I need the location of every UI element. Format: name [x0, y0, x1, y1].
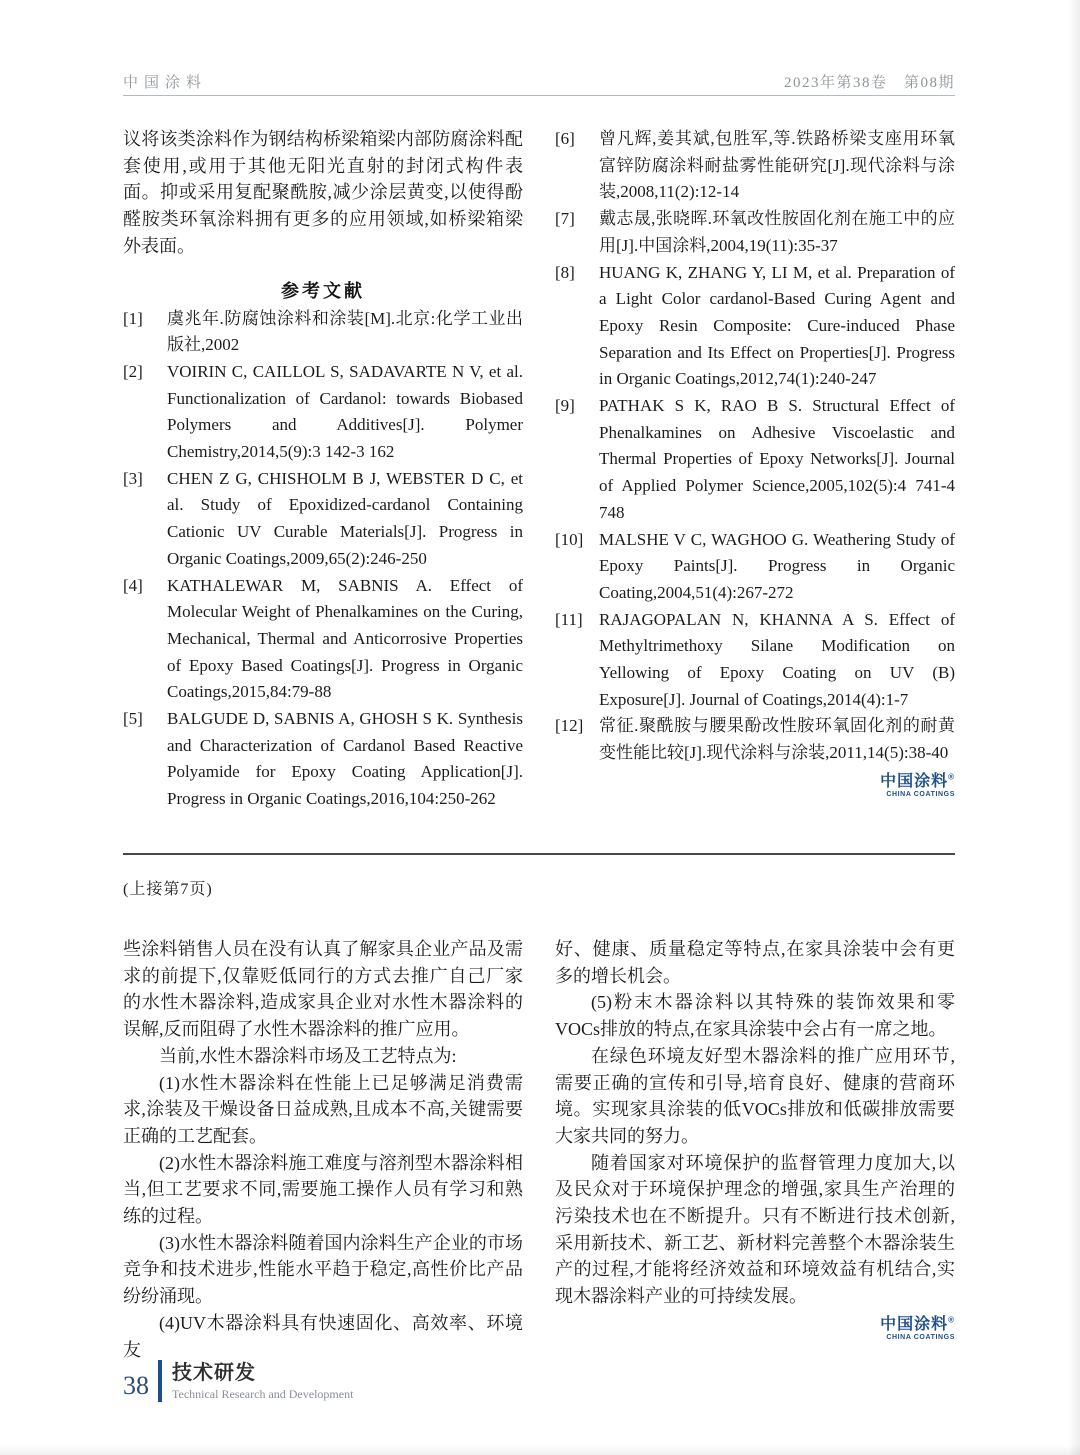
section-divider [123, 853, 955, 855]
page-footer [123, 1360, 353, 1402]
reference-label: [12] [555, 716, 584, 736]
reference-item-9 [555, 393, 955, 527]
reference-label: [5] [123, 709, 143, 729]
reference-text: CHEN Z G, CHISHOLM B J, WEBSTER D C, et al. Study of Epoxidized-cardanol Containing Cationic UV Curable Materials[J]. Progress in Organic Coatings,2009,65(2):246-250 [167, 468, 523, 568]
intro-paragraph: 议将该类涂料作为钢结构桥梁箱梁内部防腐涂料配套使用,或用于其他无阳光直射的封闭式构件表面。抑或采用复配聚酰胺,减少涂层黄变,以使得酚醛胺类环氧涂料拥有更多的应用领域,如桥梁箱梁外表面。 [123, 129, 523, 256]
logo-text-en: CHINA COATINGS [886, 791, 955, 799]
article-paragraph: (4)UV木器涂料具有快速固化、高效率、环境友 [123, 1312, 523, 1360]
china-coatings-logo [555, 773, 955, 799]
reference-text: 戴志晟,张晓晖.环氧改性胺固化剂在施工中的应用[J].中国涂料,2004,19(11):35-37 [599, 209, 955, 255]
reference-item-12 [555, 713, 955, 766]
reference-label: [7] [555, 209, 575, 229]
reference-item-4 [123, 573, 523, 707]
reference-item-2 [123, 359, 523, 466]
references-heading: 参考文献 [281, 280, 365, 301]
reference-label: [9] [555, 396, 575, 416]
article-paragraph: (1)水性木器涂料在性能上已足够满足消费需求,涂装及干燥设备日益成熟,且成本不高,关键需要正确的工艺配套。 [123, 1072, 523, 1146]
reference-item-1 [123, 306, 523, 359]
reference-item-11 [555, 607, 955, 714]
china-coatings-logo [555, 1316, 955, 1342]
logo-text-cn: 中国涂料® [880, 1315, 955, 1333]
article-paragraph: 好、健康、质量稳定等特点,在家具涂装中会有更多的增长机会。 [555, 939, 955, 986]
reference-item-6 [555, 126, 955, 206]
reference-item-10 [555, 527, 955, 607]
article-paragraph: (2)水性木器涂料施工难度与溶剂型木器涂料相当,但工艺要求不同,需要施工操作人员有学习和熟练的过程。 [123, 1152, 523, 1227]
reference-text: 曾凡辉,姜其斌,包胜军,等.铁路桥梁支座用环氧富锌防腐涂料耐盐雾性能研究[J].现代涂料与涂装,2008,11(2):12-14 [599, 129, 955, 202]
reference-text: MALSHE V C, WAGHOO G. Weathering Study of Epoxy Paints[J]. Progress in Organic Coating,2004,51(4):267-272 [599, 529, 955, 602]
article-paragraph: 在绿色环境友好型木器涂料的推广应用环节,需要正确的宣传和引导,培育良好、健康的营商环境。实现家具涂装的低VOCs排放和低碳排放需要大家共同的努力。 [555, 1045, 955, 1146]
article-right-column [555, 936, 955, 1363]
reference-item-3 [123, 466, 523, 573]
page-header [123, 74, 955, 96]
reference-label: [8] [555, 262, 575, 282]
reference-label: [2] [123, 361, 143, 381]
reference-text: PATHAK S K, RAO B S. Structural Effect of Phenalkamines on Adhesive Viscoelastic and Thermal Properties of Epoxy Networks[J]. Journal of Applied Polymer Science,2005,102(5):4 741-4 748 [599, 396, 955, 522]
section-title-cn: 技术研发 [172, 1362, 256, 1384]
reference-label: [4] [123, 575, 143, 595]
article-paragraph: (5)粉末木器涂料以其特殊的装饰效果和零VOCs排放的特点,在家具涂装中会占有一席之地。 [555, 992, 955, 1040]
journal-name: 中国涂料 [123, 75, 208, 91]
reference-text: VOIRIN C, CAILLOL S, SADAVARTE N V, et al. Functionalization of Cardanol: towards Biobased Polymers and Additives[J]. Polymer Chemistry,2014,5(9):3 142-3 162 [167, 361, 523, 462]
logo-text-en: CHINA COATINGS [886, 1334, 955, 1342]
references-right-column [555, 126, 955, 813]
article-paragraph: 些涂料销售人员在没有认真了解家具企业产品及需求的前提下,仅靠贬低同行的方式去推广自己厂家的水性木器涂料,造成家具企业对水性木器涂料的误解,反而阻碍了水性木器涂料的推广应用。 [123, 939, 523, 1040]
registered-mark: ® [948, 1315, 955, 1325]
reference-item-8 [555, 260, 955, 394]
reference-text: RAJAGOPALAN N, KHANNA A S. Effect of Methyltrimethoxy Silane Modification on Yellowing of Epoxy Coating on UV (B) Exposure[J]. Journal of Coatings,2014(4):1-7 [599, 609, 955, 709]
reference-text: 虞兆年.防腐蚀涂料和涂装[M].北京:化学工业出版社,2002 [167, 308, 523, 355]
logo-text-cn: 中国涂料® [880, 772, 955, 790]
reference-label: [3] [123, 468, 143, 488]
article-paragraph: 当前,水性木器涂料市场及工艺特点为: [159, 1045, 457, 1066]
reference-text: BALGUDE D, SABNIS A, GHOSH S K. Synthesis and Characterization of Cardanol Based Reactive Polyamide for Epoxy Coating Application[J]. Progress in Organic Coatings,2016,104:250-262 [167, 709, 523, 809]
footer-section-title [172, 1362, 353, 1402]
page-edge-shadow-bottom [0, 1445, 1080, 1455]
continuation-note: (上接第7页) [123, 881, 213, 898]
reference-item-7 [555, 206, 955, 259]
reference-label: [1] [123, 308, 143, 328]
reference-text: KATHALEWAR M, SABNIS A. Effect of Molecular Weight of Phenalkamines on the Curing, Mechanical, Thermal and Anticorrosive Properties of Epoxy Based Coatings[J]. Progress in Organic Coatings,2015,84:79-88 [167, 575, 523, 702]
page-number: 38 [123, 1371, 149, 1400]
reference-label: [11] [555, 609, 583, 629]
reference-label: [10] [555, 529, 584, 549]
article-left-column [123, 936, 523, 1363]
issue-info: 2023年第38卷 第08期 [783, 75, 955, 91]
article-paragraph: (3)水性木器涂料随着国内涂料生产企业的市场竞争和技术进步,性能水平趋于稳定,高性价比产品纷纷涌现。 [123, 1232, 523, 1307]
article-section [123, 936, 955, 1363]
page-edge-shadow-right [1068, 0, 1080, 1455]
reference-label: [6] [555, 129, 575, 148]
reference-text: 常征.聚酰胺与腰果酚改性胺环氧固化剂的耐黄变性能比较[J].现代涂料与涂装,2011,14(5):38-40 [599, 716, 955, 763]
reference-text: HUANG K, ZHANG Y, LI M, et al. Preparation of a Light Color cardanol-Based Curing Agent and Epoxy Resin Composite: Cure-induced Phase Separation and Its Effect on Properties[J]. Progress in Organic Coatings,2012,74(1):240-247 [599, 262, 955, 389]
footer-accent-bar [158, 1360, 162, 1402]
registered-mark: ® [948, 772, 955, 782]
references-left-column [123, 126, 523, 813]
article-paragraph: 随着国家对环境保护的监督管理力度加大,以及民众对于环境保护理念的增强,家具生产治理的污染技术也在不断提升。只有不断进行技术创新,采用新技术、新工艺、新材料完善整个木器涂装生产的过程,才能将经济效益和环境效益有机结合,实现木器涂料产业的可持续发展。 [555, 1152, 955, 1307]
section-title-en: Technical Research and Development [172, 1387, 354, 1401]
references-section [123, 126, 955, 813]
reference-item-5 [123, 706, 523, 813]
